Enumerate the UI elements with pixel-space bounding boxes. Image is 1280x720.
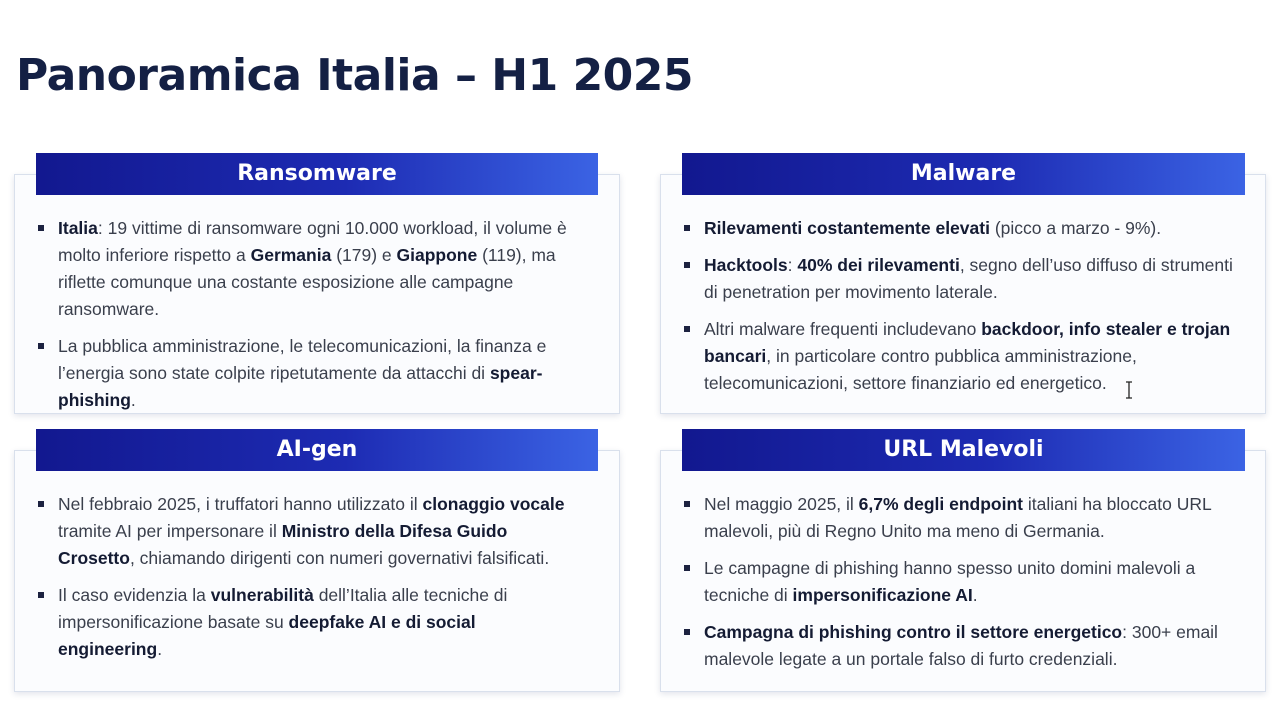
text-cursor-icon: [1124, 381, 1134, 399]
text-run: , segno dell’uso diffuso di strumenti di penetration per movimento laterale.: [704, 255, 1233, 302]
bullet-item: [682, 555, 1242, 609]
url-malevoli-card-title: URL Malevoli: [682, 429, 1245, 471]
text-run: .: [130, 390, 136, 410]
bold-text: impersonificazione AI: [792, 585, 973, 605]
bold-text: Ministro della Difesa Guido Crosetto: [58, 521, 508, 568]
bullet-square-icon: [684, 629, 690, 635]
bold-text: Hacktools: [704, 255, 788, 275]
bullet-item: [682, 316, 1242, 397]
bullet-square-icon: [38, 343, 44, 349]
ransomware-card-title: Ransomware: [36, 153, 598, 195]
url-malevoli-bullet-list: [682, 491, 1242, 683]
bullet-item: [36, 582, 581, 663]
bullet-item: [682, 252, 1242, 306]
malware-card-title: Malware: [682, 153, 1245, 195]
text-run: (179) e: [331, 245, 397, 265]
bold-text: backdoor, info stealer e trojan bancari: [704, 319, 1231, 366]
bullet-item: [36, 215, 581, 323]
bold-text: 6,7% degli endpoint: [858, 494, 1023, 514]
text-run: tramite AI per impersonare il: [58, 521, 282, 541]
text-run: .: [157, 639, 163, 659]
bold-text: Germania: [250, 245, 332, 265]
text-run: :: [787, 255, 798, 275]
text-run: Le campagne di phishing hanno spesso unito domini malevoli a tecniche di: [704, 558, 1196, 605]
bullet-square-icon: [38, 592, 44, 598]
bullet-item: [36, 333, 581, 414]
bullet-square-icon: [684, 326, 690, 332]
ai-gen-bullet-list: [36, 491, 581, 673]
text-run: Nel maggio 2025, il: [704, 494, 859, 514]
text-run: , chiamando dirigenti con numeri governativi falsificati.: [129, 548, 550, 568]
bullet-square-icon: [684, 262, 690, 268]
ai-gen-card-title: AI-gen: [36, 429, 598, 471]
bold-text: vulnerabilità: [210, 585, 314, 605]
bullet-square-icon: [38, 501, 44, 507]
text-run: , in particolare contro pubblica amministrazione, telecomunicazioni, settore finanziario ed energetico.: [704, 346, 1137, 393]
text-run: (picco a marzo - 9%).: [989, 218, 1162, 238]
bold-text: Campagna di phishing contro il settore energetico: [704, 622, 1123, 642]
bullet-item: [682, 215, 1242, 242]
bold-text: Giappone: [396, 245, 478, 265]
malware-bullet-list: [682, 215, 1242, 407]
bullet-square-icon: [684, 225, 690, 231]
bold-text: 40% dei rilevamenti: [797, 255, 960, 275]
text-run: La pubblica amministrazione, le telecomunicazioni, la finanza e l’energia sono state colpite ripetutamente da attacchi di: [58, 336, 547, 383]
text-run: Altri malware frequenti includevano: [704, 319, 982, 339]
text-run: italiani ha bloccato URL malevoli, più di Regno Unito ma meno di Germania.: [704, 494, 1212, 541]
bold-text: deepfake AI e di social engineering: [58, 612, 476, 659]
text-run: Nel febbraio 2025, i truffatori hanno utilizzato il: [58, 494, 423, 514]
bullet-square-icon: [684, 501, 690, 507]
ransomware-bullet-list: [36, 215, 581, 424]
bullet-square-icon: [38, 225, 44, 231]
text-run: dell’Italia alle tecniche di impersonificazione basate su: [58, 585, 508, 632]
text-run: .: [972, 585, 978, 605]
bullet-item: [682, 619, 1242, 673]
bullet-square-icon: [684, 565, 690, 571]
text-run: : 300+ email malevole legate a un portale falso di furto credenziali.: [704, 622, 1218, 669]
text-run: : 19 vittime di ransomware ogni 10.000 workload, il volume è molto inferiore rispetto a: [58, 218, 567, 265]
text-run: Il caso evidenzia la: [58, 585, 211, 605]
bold-text: spear-phishing: [58, 363, 543, 410]
page-title: Panoramica Italia – H1 2025: [16, 50, 694, 101]
bold-text: Rilevamenti costantemente elevati: [704, 218, 990, 238]
bold-text: Italia: [58, 218, 98, 238]
bold-text: clonaggio vocale: [422, 494, 565, 514]
bullet-item: [682, 491, 1242, 545]
text-run: (119), ma riflette comunque una costante esposizione alle campagne ransomware.: [58, 245, 556, 319]
bullet-item: [36, 491, 581, 572]
